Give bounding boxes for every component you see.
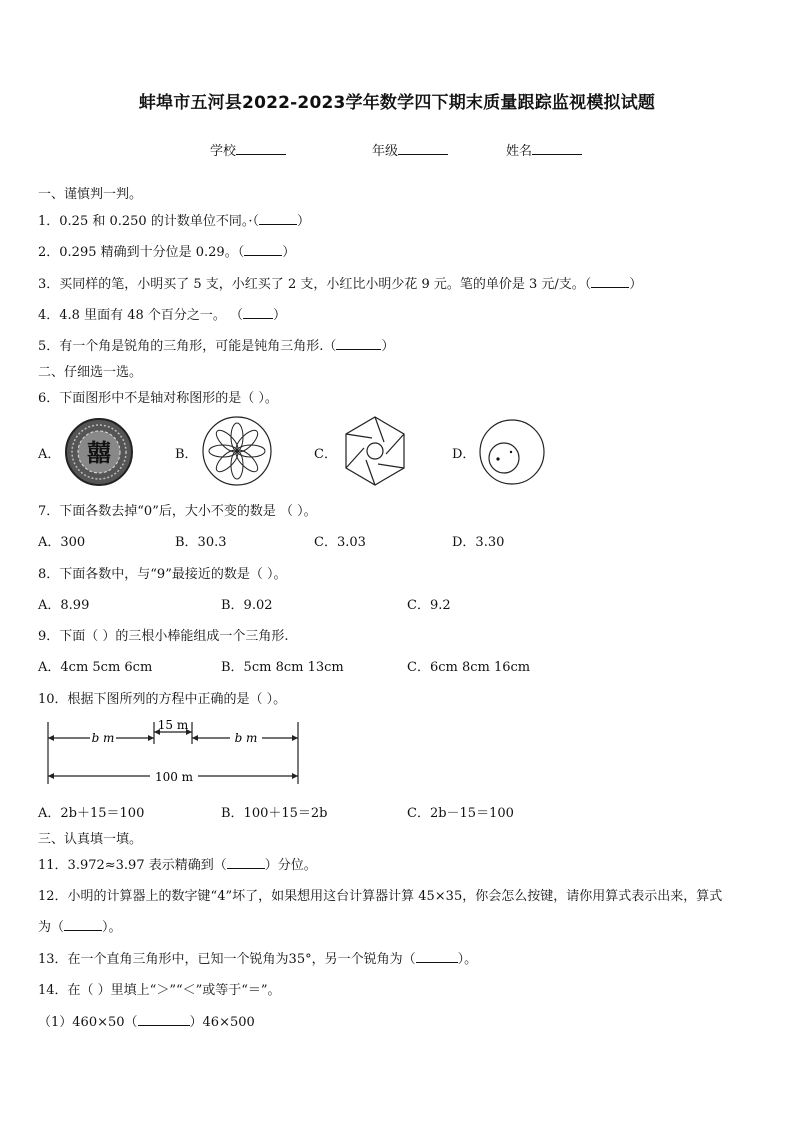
seg2-label: 15 m — [157, 718, 189, 732]
answer-blank[interactable] — [64, 919, 102, 931]
question-11: 11．3.972≈3.97 表示精确到（ ）分位。 — [38, 858, 317, 873]
q6-option-a-label: A． — [38, 447, 61, 462]
section-heading-1: 一、谨慎判一判。 — [38, 187, 143, 202]
question-3: 3．买同样的笔，小明买了 5 支，小红买了 2 支，小红比小明少花 9 元。笔的单价是 3 元/支。（ ） — [38, 277, 643, 292]
q9-option-a[interactable]: A．4cm 5cm 6cm — [38, 660, 153, 675]
q10-option-b[interactable]: B．100＋15＝2b — [221, 806, 328, 821]
q7-option-a[interactable]: A．300 — [38, 535, 86, 550]
q9-option-c[interactable]: C．6cm 8cm 16cm — [407, 660, 531, 675]
grade-blank[interactable] — [398, 142, 448, 155]
q8-option-b[interactable]: B．9.02 — [221, 598, 273, 613]
question-14-part-1: （1）460×50（ ）46×500 — [38, 1015, 255, 1030]
q8-option-c[interactable]: C．9.2 — [407, 598, 451, 613]
section-heading-3: 三、认真填一填。 — [38, 832, 143, 847]
section-heading-2: 二、仔细选一选。 — [38, 365, 143, 380]
question-2: 2．0.295 精确到十分位是 0.29。（ ） — [38, 245, 296, 260]
name-field — [506, 140, 582, 159]
question-8: 8．下面各数中，与“9”最接近的数是（ ）。 — [38, 567, 287, 582]
q7-option-c[interactable]: C．3.03 — [314, 535, 366, 550]
seg3-label: b m — [234, 731, 258, 745]
q6-option-b-label: B． — [175, 447, 198, 462]
pinwheel-hexagon-figure-icon[interactable] — [338, 414, 412, 488]
school-blank[interactable] — [236, 142, 286, 155]
question-1: 1．0.25 和 0.250 的计数单位不同。·（ ） — [38, 214, 310, 229]
q6-option-d-label: D． — [452, 447, 476, 462]
answer-blank[interactable] — [138, 1014, 190, 1026]
flower-figure-icon[interactable] — [201, 415, 273, 487]
question-4: 4．4.8 里面有 48 个百分之一。 （ ） — [38, 308, 287, 323]
q9-option-b[interactable]: B．5cm 8cm 13cm — [221, 660, 344, 675]
ornament-figure-icon[interactable] — [64, 417, 134, 487]
answer-blank[interactable] — [591, 276, 629, 288]
answer-blank[interactable] — [416, 951, 458, 963]
nested-circles-figure-icon[interactable] — [478, 418, 546, 486]
answer-blank[interactable] — [259, 213, 297, 225]
question-5: 5．有一个角是锐角的三角形，可能是钝角三角形.（ ） — [38, 339, 395, 354]
school-label: 学校 — [210, 144, 237, 159]
question-10: 10．根据下图所列的方程中正确的是（ ）。 — [38, 692, 287, 707]
name-label: 姓名 — [506, 144, 533, 159]
grade-field — [372, 140, 448, 159]
question-12-line-1: 12．小明的计算器上的数字键“4”坏了，如果想用这台计算器计算 45×35，你会怎么按键，请你用算式表示出来，算式 — [38, 889, 723, 904]
answer-blank[interactable] — [244, 244, 282, 256]
question-6: 6．下面图形中不是轴对称图形的是（ ）。 — [38, 391, 278, 406]
question-12-line-2: 为（ ）。 — [38, 920, 122, 935]
page-title: 蚌埠市五河县2022-2023学年数学四下期末质量跟踪监视模拟试题 — [138, 93, 656, 113]
answer-blank[interactable] — [336, 338, 381, 350]
question-9: 9．下面（ ）的三根小棒能组成一个三角形. — [38, 629, 289, 644]
seg1-label: b m — [91, 731, 115, 745]
segment-diagram — [40, 718, 305, 786]
answer-blank[interactable] — [227, 857, 265, 869]
question-14: 14．在（ ）里填上“＞”“＜”或等于“＝”。 — [38, 983, 281, 998]
q7-option-b[interactable]: B．30.3 — [175, 535, 227, 550]
q7-option-d[interactable]: D．3.30 — [452, 535, 505, 550]
question-7: 7．下面各数去掉“0”后，大小不变的数是 （ ）。 — [38, 504, 317, 519]
question-13: 13．在一个直角三角形中，已知一个锐角为35°，另一个锐角为（ ）。 — [38, 952, 478, 967]
q6-option-c-label: C． — [314, 447, 337, 462]
q10-option-a[interactable]: A．2b＋15＝100 — [38, 806, 145, 821]
school-field — [210, 140, 286, 159]
q10-option-c[interactable]: C．2b－15＝100 — [407, 806, 514, 821]
answer-blank[interactable] — [243, 307, 273, 319]
svg-text:囍: 囍 — [87, 438, 111, 467]
q8-option-a[interactable]: A．8.99 — [38, 598, 90, 613]
grade-label: 年级 — [372, 144, 399, 159]
total-label: 100 m — [154, 770, 194, 784]
name-blank[interactable] — [532, 142, 582, 155]
